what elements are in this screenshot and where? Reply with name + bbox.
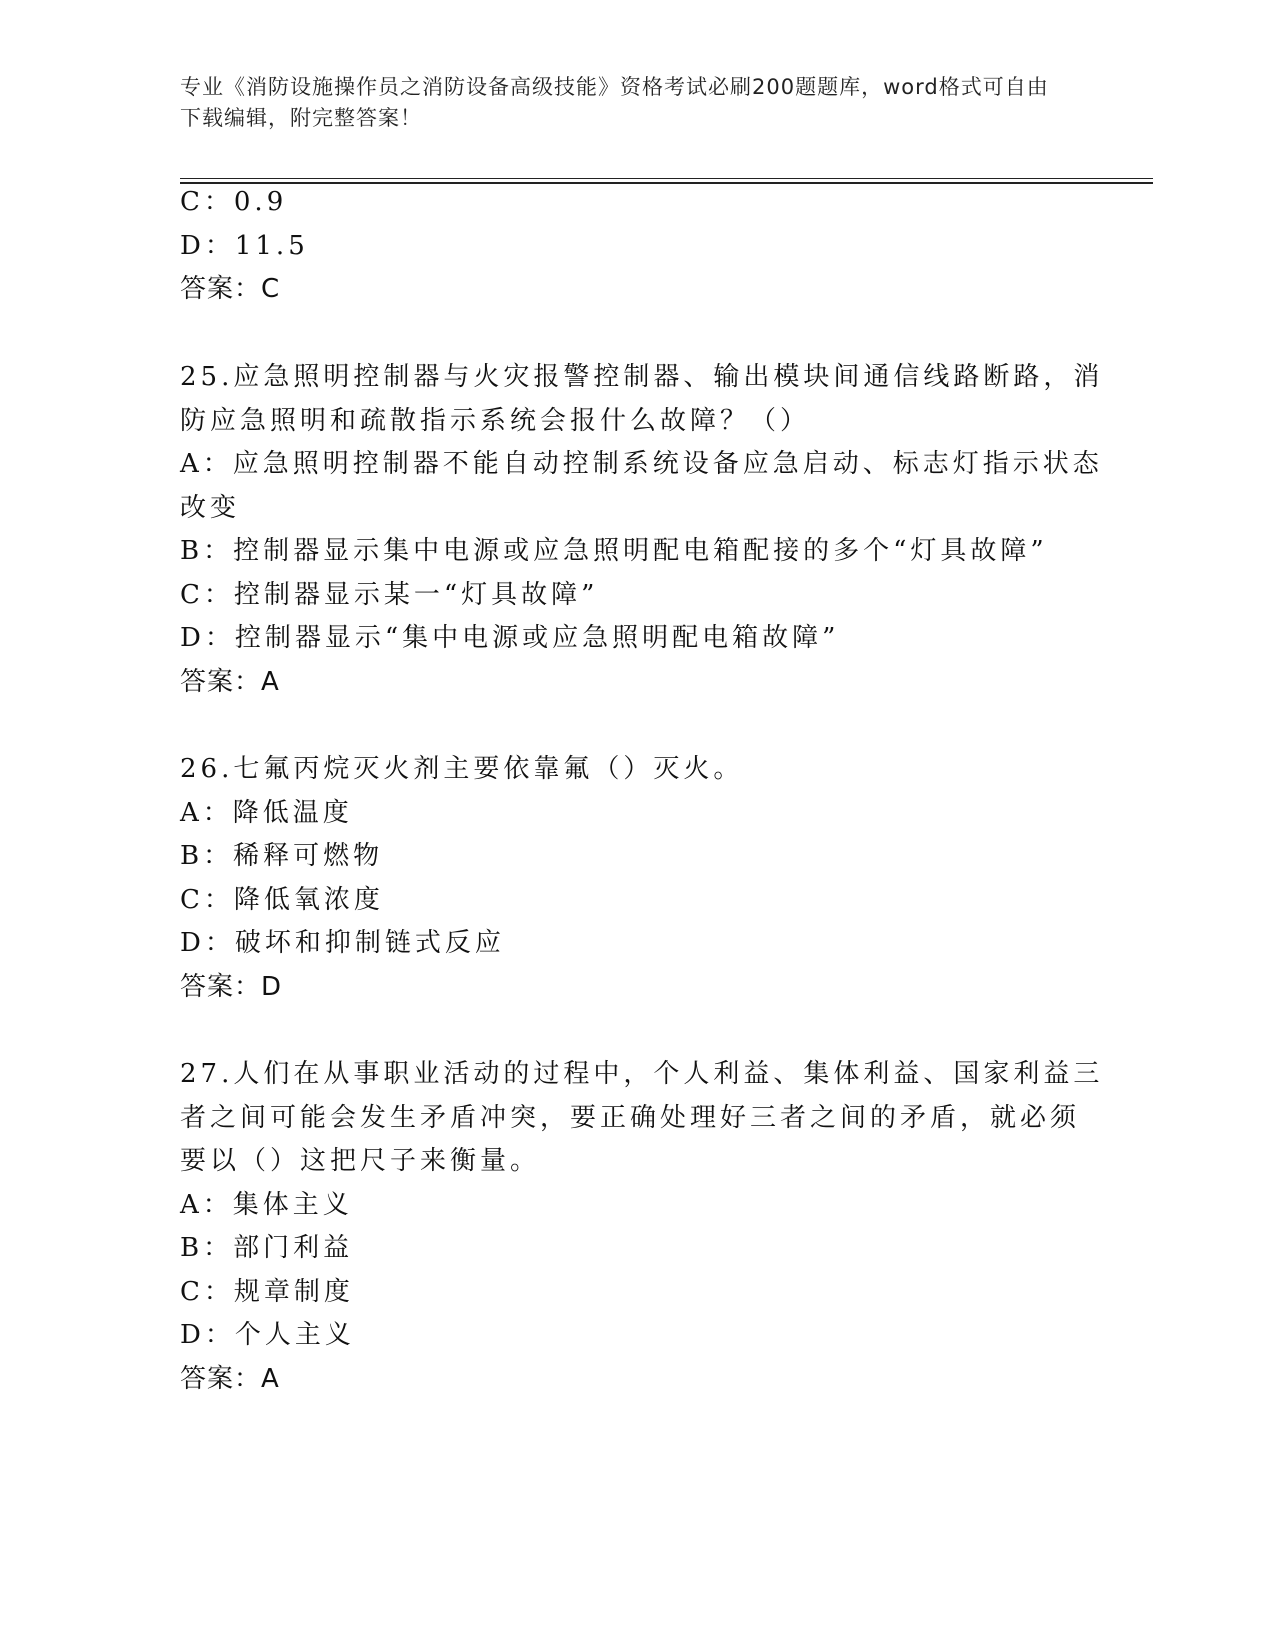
question-25-option-d: D：控制器显示“集中电源或应急照明配电箱故障”	[180, 623, 840, 653]
question-27-option-a: A：集体主义	[180, 1190, 353, 1220]
question-26-option-b: B：稀释可燃物	[180, 841, 384, 871]
question-25-option-a: A：应急照明控制器不能自动控制系统设备应急启动、标志灯指示状态	[180, 449, 1103, 479]
question-27-stem-line-1: 27.人们在从事职业活动的过程中，个人利益、集体利益、国家利益三	[180, 1059, 1104, 1089]
question-26-option-c: C：降低氧浓度	[180, 885, 384, 915]
question-25-stem-line-2: 防应急照明和疏散指示系统会报什么故障？（）	[180, 406, 811, 436]
question-25-option-a-cont: 改变	[180, 493, 241, 523]
question-27-option-d: D：个人主义	[180, 1320, 355, 1350]
option-d: D：11.5	[180, 231, 309, 261]
question-26-option-a: A：降低温度	[180, 798, 353, 828]
question-27-answer: 答案：A	[180, 1364, 280, 1394]
question-25-option-c: C：控制器显示某一“灯具故障”	[180, 580, 599, 610]
question-27-stem-line-2: 者之间可能会发生矛盾冲突，要正确处理好三者之间的矛盾，就必须	[180, 1103, 1081, 1133]
question-26-stem-line-1: 26.七氟丙烷灭火剂主要依靠氟（）灭火。	[180, 754, 744, 784]
header-rule-thin	[180, 178, 1153, 179]
question-26-option-d: D：破坏和抑制链式反应	[180, 928, 505, 958]
question-25-answer: 答案：A	[180, 667, 280, 697]
question-27-option-b: B：部门利益	[180, 1233, 354, 1263]
header-rule-thick	[180, 182, 1153, 184]
question-27-stem-line-3: 要以（）这把尺子来衡量。	[180, 1146, 541, 1176]
document-header: 专业《消防设施操作员之消防设备高级技能》资格考试必刷200题题库，word格式可自由下载编辑，附完整答案！	[180, 75, 1049, 130]
answer-line: 答案：C	[180, 274, 281, 304]
option-c: C：0.9	[180, 187, 288, 217]
question-27-option-c: C：规章制度	[180, 1277, 354, 1307]
question-25-stem-line-1: 25.应急照明控制器与火灾报警控制器、输出模块间通信线路断路，消	[180, 362, 1104, 392]
question-25-option-b: B：控制器显示集中电源或应急照明配电箱配接的多个“灯具故障”	[180, 536, 1048, 566]
question-26-answer: 答案：D	[180, 972, 283, 1002]
